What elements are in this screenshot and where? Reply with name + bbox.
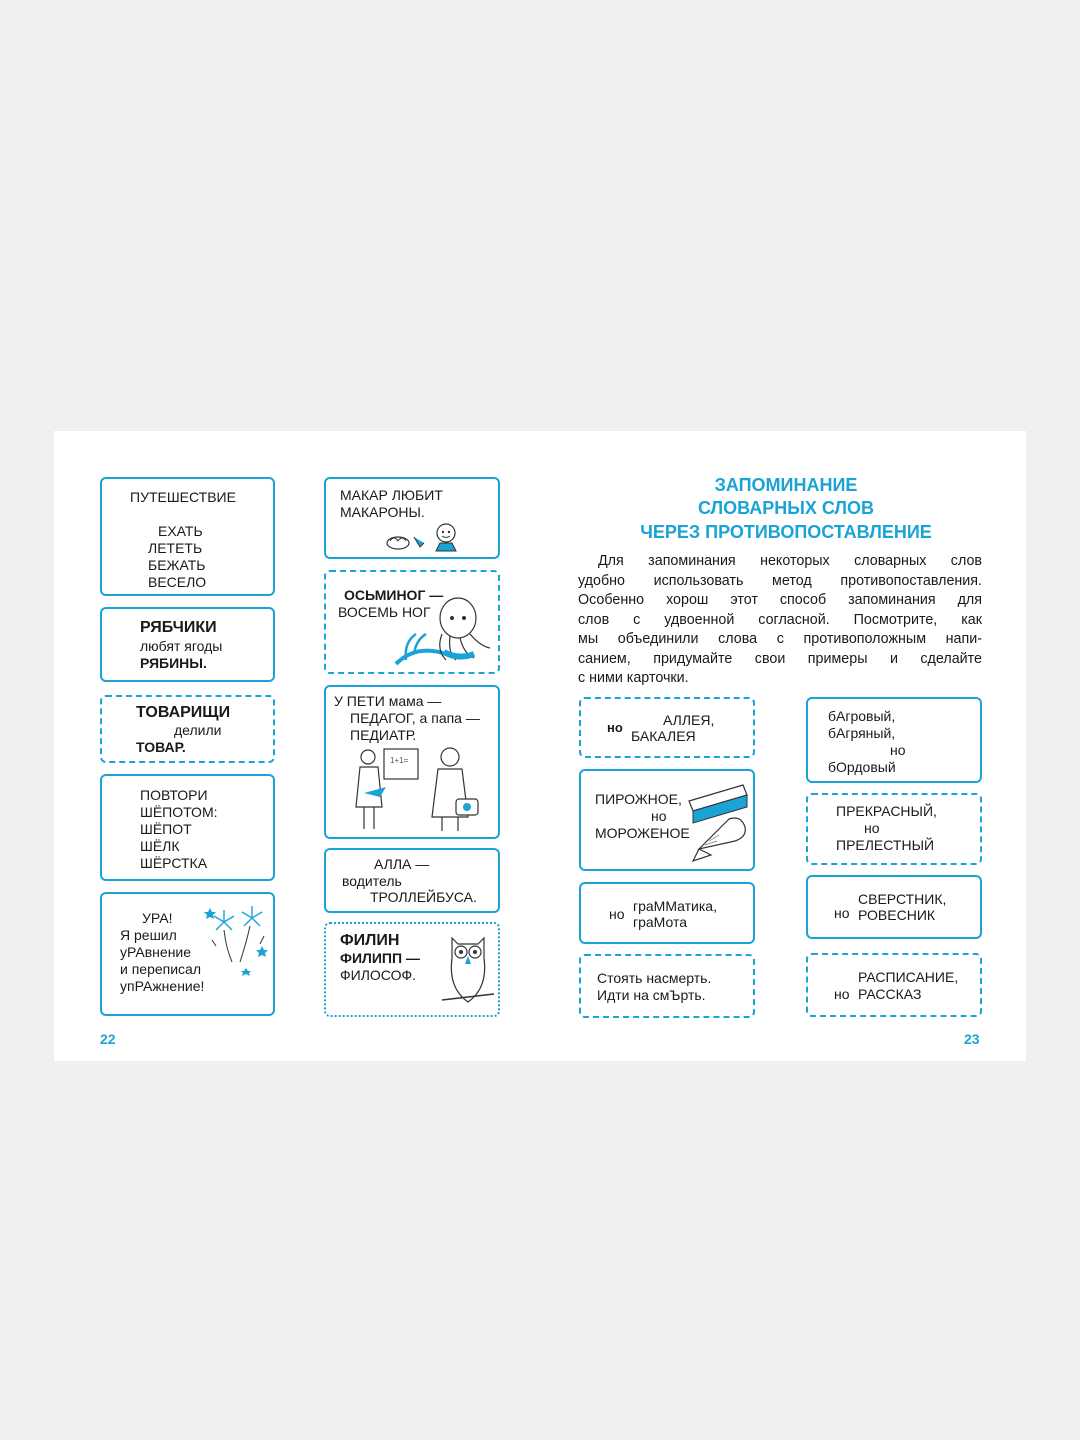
card-pirozhnoe <box>579 769 755 871</box>
owl-illustration <box>442 930 494 1010</box>
card-makar <box>324 477 500 559</box>
paragraph-line: с ними карточки. <box>578 670 689 686</box>
card-puteshestvie <box>100 477 275 596</box>
card-line: СВЕРСТНИК, <box>858 891 947 907</box>
card-conjunction: но <box>651 808 667 824</box>
card-line: ШЁПОТОМ: <box>140 804 218 820</box>
card-line: водитель <box>342 873 402 889</box>
card-line: БЕЖАТЬ <box>148 557 206 573</box>
paragraph-line: мы объединили слова с противоположным напи- <box>578 631 982 647</box>
card-line: упРАжнение! <box>120 978 205 994</box>
book-spread <box>54 431 1026 1061</box>
intro-paragraph <box>578 552 982 689</box>
card-filin <box>324 922 500 1017</box>
card-line: любят ягоды <box>140 638 223 654</box>
card-line: ПУТЕШЕСТВИЕ <box>130 489 236 505</box>
card-line: бАгровый, <box>828 708 896 724</box>
card-line: бАгряный, <box>828 725 896 741</box>
card-conjunction: но <box>890 742 906 758</box>
card-line: РАСПИСАНИЕ, <box>858 969 959 985</box>
card-grammatika <box>579 882 755 944</box>
card-line: ПРЕЛЕСТНЫЙ <box>836 837 935 853</box>
board-text: 1+1= <box>390 756 409 765</box>
card-line: ПЕДИАТР. <box>350 727 417 743</box>
card-line: ЕХАТЬ <box>158 523 203 539</box>
card-line: Я решил <box>120 927 177 943</box>
card-alleya <box>579 697 755 758</box>
card-line: ТРОЛЛЕЙБУСА. <box>370 889 477 905</box>
paragraph-line: санием, придумайте свои примеры и сделайте <box>578 650 982 667</box>
card-line: МАКАР ЛЮБИТ <box>340 487 443 503</box>
card-line: РЯБЧИКИ <box>140 619 217 636</box>
card-line: ШЁЛК <box>140 838 180 854</box>
card-bagrovy <box>806 697 982 783</box>
macaroni-illustration <box>384 521 464 555</box>
card-osminog <box>324 570 500 674</box>
card-line: ФИЛОСОФ. <box>340 967 417 983</box>
card-ura <box>100 892 275 1016</box>
card-sverstnik <box>806 875 982 939</box>
card-line: ПРЕКРАСНЫЙ, <box>836 803 937 819</box>
card-nasmert <box>579 954 755 1018</box>
card-line: У ПЕТИ мама — <box>334 693 442 709</box>
card-line: уРАвнение <box>120 944 192 960</box>
card-line: РОВЕСНИК <box>858 907 936 923</box>
card-line: Идти на смЪрть. <box>597 987 706 1003</box>
card-line: граМота <box>633 914 688 930</box>
card-conjunction: но <box>864 820 880 836</box>
card-line: ТОВАРИЩИ <box>136 704 231 721</box>
section-title-line-2: СЛОВАРНЫХ СЛОВ <box>697 498 875 518</box>
card-line: УРА! <box>142 910 173 926</box>
card-conjunction: но <box>607 720 623 735</box>
card-prekrasny <box>806 793 982 865</box>
card-line: БАКАЛЕЯ <box>631 728 696 744</box>
card-line: ФИЛИН <box>340 932 400 949</box>
card-line: ТОВАР. <box>136 739 186 755</box>
paragraph-line: удобно использовать метод противопоставления. <box>578 572 982 589</box>
card-line: ШЁРСТКА <box>140 855 208 871</box>
card-line: бОрдовый <box>828 759 896 775</box>
card-line: РЯБИНЫ. <box>140 655 207 671</box>
card-line: ОСЬМИНОГ — <box>344 587 444 603</box>
card-tovarishchi <box>100 695 275 763</box>
page-number-right: 23 <box>964 1031 980 1047</box>
card-line: ФИЛИПП — <box>340 950 420 966</box>
card-povtori <box>100 774 275 881</box>
card-line: МАКАРОНЫ. <box>340 504 425 520</box>
card-alla <box>324 848 500 913</box>
card-line: ПЕДАГОГ, а папа — <box>350 710 480 726</box>
card-line: ВЕСЕЛО <box>148 574 207 590</box>
teacher-doctor-illustration <box>346 743 486 835</box>
card-line: ШЁПОТ <box>140 821 192 837</box>
card-ryabchiki <box>100 607 275 682</box>
paragraph-line: Особенно хорош этот способ запоминания для <box>578 592 982 608</box>
card-line: ПИРОЖНОЕ, <box>595 791 682 807</box>
card-line: Стоять насмерть. <box>597 970 712 986</box>
card-line: АЛЛЕЯ, <box>663 712 715 728</box>
card-line: АЛЛА — <box>374 856 430 872</box>
card-raspisanie <box>806 953 982 1017</box>
card-line: ПОВТОРИ <box>140 787 208 803</box>
section-title-line-1: ЗАПОМИНАНИЕ <box>714 475 858 495</box>
card-conjunction: но <box>834 986 850 1002</box>
octopus-illustration <box>386 594 496 672</box>
paragraph-line: слов с удвоенной согласной. Посмотрите, как <box>578 611 982 628</box>
card-line: делили <box>174 722 222 738</box>
paragraph-line: Для запоминания некоторых словарных слов <box>598 553 982 569</box>
card-line: ВОСЕМЬ НОГ <box>338 604 431 620</box>
fireworks-icon <box>202 900 274 980</box>
card-line: и переписал <box>120 961 202 977</box>
cake-icecream-illustration <box>685 779 751 867</box>
section-title-line-3: ЧЕРЕЗ ПРОТИВОПОСТАВЛЕНИЕ <box>640 522 932 542</box>
card-line: граММатика, <box>633 898 717 914</box>
card-line: ЛЕТЕТЬ <box>148 540 203 556</box>
card-peti <box>324 685 500 839</box>
card-conjunction: но <box>834 905 850 921</box>
card-line: МОРОЖЕНОЕ <box>595 825 690 841</box>
card-line: РАССКАЗ <box>858 986 922 1002</box>
page-number-left: 22 <box>100 1031 116 1047</box>
card-conjunction: но <box>609 906 625 922</box>
